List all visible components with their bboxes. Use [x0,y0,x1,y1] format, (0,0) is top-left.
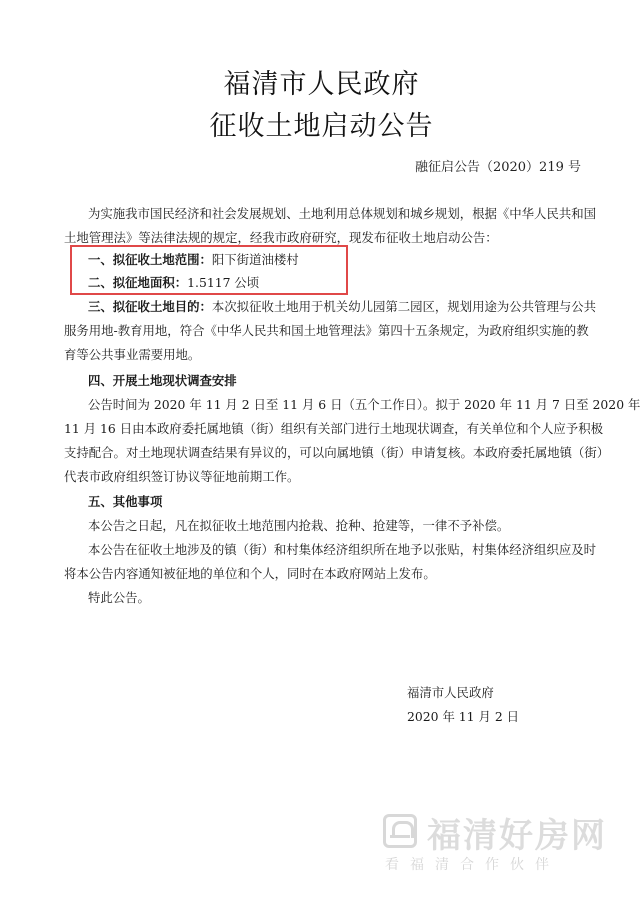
intro-line: 土地管理法》等法律法规的规定，经我市政府研究，现发布征收土地启动公告： [64,230,498,245]
page-subtitle: 征收土地启动公告 [209,111,434,142]
item5-line: 将本公告内容通知被征地的单位和个人，同时在本政府网站上发布。 [64,566,436,581]
item5-line: 本公告在征收土地涉及的镇（街）和村集体经济组织所在地予以张贴，村集体经济组织应及时 [88,542,597,557]
watermark [383,808,613,878]
item4-line: 11 月 16 日由本政府委托属地镇（街）组织有关部门进行土地现状调查，有关单位和个人应予积极 [64,421,603,436]
item4-heading: 四、开展土地现状调查安排 [88,373,237,388]
document-number: 融征启公告（2020）219 号 [414,160,581,175]
watermark-name: 福清好房网 [427,816,607,856]
item3-heading: 三、拟征收土地目的： [88,299,212,314]
item4-line: 支持配合。对土地现状调查结果有异议的，可以向属地镇（街）申请复核。本政府委托属地镇（街） [64,445,610,460]
item1-value: 阳下街道油楼村 [211,252,299,267]
item5-heading: 五、其他事项 [88,494,163,509]
item2-heading: 二、拟征地面积： [88,275,188,290]
item1-line [88,251,582,268]
page-title: 福清市人民政府 [223,69,420,100]
item2-line [88,274,582,291]
item3-line: 育等公共事业需要用地。 [64,347,201,362]
closing-line: 特此公告。 [88,590,150,605]
item5-line: 本公告之日起，凡在拟征收土地范围内抢栽、抢种、抢建等，一律不予补偿。 [88,518,510,533]
watermark-subtitle: 看福清合作伙伴 [385,857,560,873]
intro-line: 为实施我市国民经济和社会发展规划、土地利用总体规划和城乡规划，根据《中华人民共和国 [88,206,597,221]
item4-line: 代表市政府组织签订协议等征地前期工作。 [64,469,300,484]
item3-line [88,298,597,315]
signature-date: 2020 年 11 月 2 日 [407,709,520,724]
item1-heading: 一、拟征收土地范围： [88,252,212,267]
signature-org: 福清市人民政府 [407,685,494,700]
item3-text: 本次拟征收土地用于机关幼儿园第二园区，规划用途为公共管理与公共 [211,299,597,314]
item3-line: 服务用地-教育用地，符合《中华人民共和国土地管理法》第四十五条规定，为政府组织实施的教 [64,323,589,338]
house-logo-icon [383,814,417,848]
item4-line: 公告时间为 2020 年 11 月 2 日至 11 月 6 日（五个工作日）。拟于 2020 年 11 月 7 日至 2020 年 [88,397,641,412]
item2-value: 1.5117 公顷 [187,275,260,290]
